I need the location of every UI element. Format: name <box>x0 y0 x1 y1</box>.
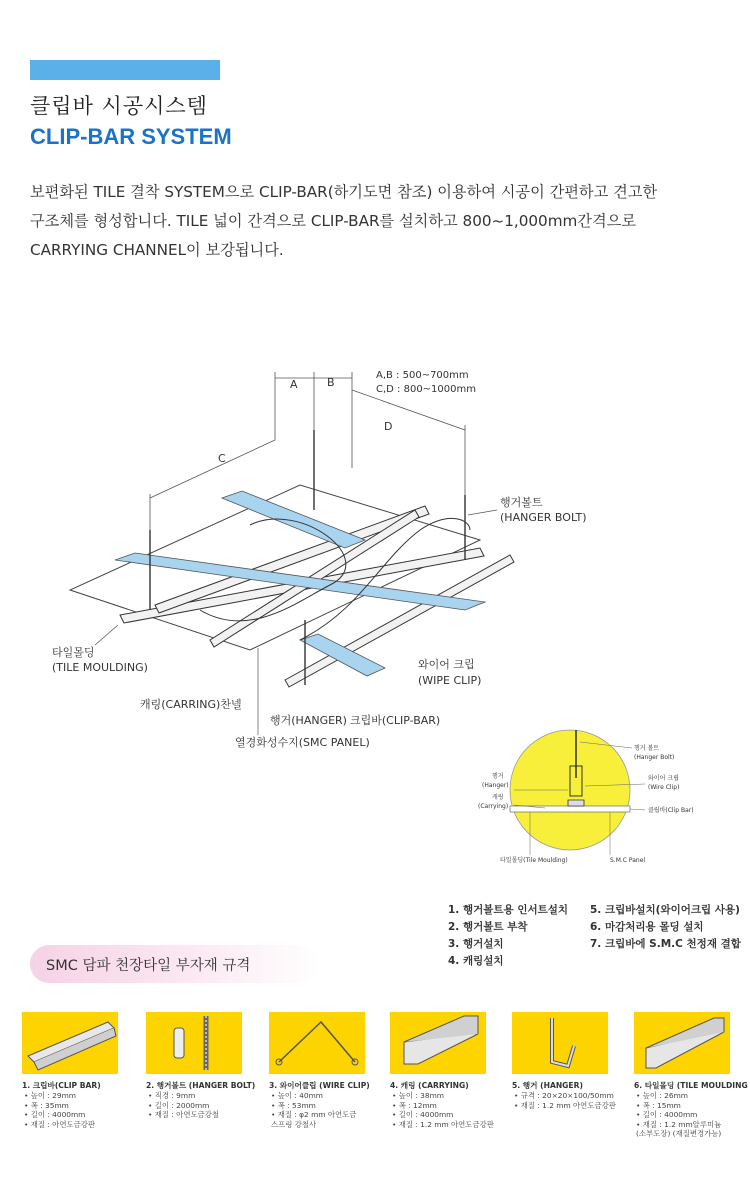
product-spec: • 재질 : 1.2 mm 아연도금강판 <box>392 1119 494 1129</box>
dimension-c-label: C <box>218 452 226 465</box>
product-spec: • 직경 : 9mm <box>148 1091 196 1100</box>
product-name: 1. 크립바(CLIP BAR) <box>22 1081 101 1090</box>
carrying-channel-icon <box>390 1012 486 1074</box>
leader-line <box>468 510 497 515</box>
step-item: 7. 크립바에 S.M.C 천정재 결합 <box>590 938 741 950</box>
product-spec: • 길이 : 4000mm <box>392 1110 454 1119</box>
hanger-bolt-label: 행거볼트 <box>500 496 543 509</box>
tile-moulding-label: 타일몰딩 <box>52 646 95 659</box>
page-title-korean: 클립바 시공시스템 <box>30 94 208 118</box>
product-wire-clip <box>269 1012 381 1129</box>
product-name: 4. 캐링 (CARRYING) <box>390 1081 469 1090</box>
detail-tile-moulding: 타일몰딩(Tile Moulding) <box>500 857 568 864</box>
accent-bar <box>30 60 220 80</box>
product-spec: • 폭 : 53mm <box>271 1100 316 1110</box>
detail-wire-clip-en: (Wire Clip) <box>648 784 680 791</box>
hanger-bolt-label-en: (HANGER BOLT) <box>500 511 587 524</box>
spec-section-title: SMC 담파 천장타일 부자재 규격 <box>46 958 251 974</box>
product-spec: • 재질 : 아연도금강판 <box>24 1119 96 1129</box>
detail-hanger-en: (Hanger) <box>482 782 509 789</box>
wire-clip-label-en: (WIPE CLIP) <box>418 674 482 687</box>
product-hanger-bolt <box>146 1012 258 1120</box>
product-tile-moulding <box>634 1012 746 1139</box>
dimension-d-label: D <box>384 420 393 433</box>
product-spec: • 길이 : 4000mm <box>636 1110 698 1119</box>
product-spec: • 높이 : 26mm <box>636 1091 688 1100</box>
steps-left-column <box>448 902 568 970</box>
step-item: 4. 캐링설치 <box>448 955 504 967</box>
product-name: 2. 행거볼트 (HANGER BOLT) <box>146 1081 256 1090</box>
detail-carrying-en: (Carrying) <box>478 803 509 810</box>
clip-bar-icon <box>22 1012 118 1074</box>
dimension-spec-cd: C,D : 800~1000mm <box>376 384 476 395</box>
product-spec: • 길이 : 2000mm <box>148 1100 210 1110</box>
ceiling-system-diagram <box>0 340 750 880</box>
hanger-label: 행거(HANGER) <box>270 714 347 727</box>
product-hanger <box>512 1012 624 1110</box>
detail-clip-bar: 클립바(Clip Bar) <box>648 807 694 814</box>
product-name: 5. 행거 (HANGER) <box>512 1081 583 1090</box>
intro-text <box>30 178 730 265</box>
carrying-channel-label: 캐링(CARRING)찬넬 <box>140 698 242 711</box>
product-spec: • 길이 : 4000mm <box>24 1110 86 1119</box>
spec-section-header <box>30 945 320 983</box>
product-spec: • 재질 : φ2 mm 아연도금 <box>271 1110 357 1119</box>
product-spec: • 높이 : 38mm <box>392 1091 444 1100</box>
dimension-a-label: A <box>290 378 298 391</box>
step-item: 2. 행거볼트 부착 <box>448 921 528 933</box>
detail-hanger-bolt: 행거 볼트 <box>634 745 660 752</box>
product-spec: • 높이 : 29mm <box>24 1091 76 1100</box>
product-name: 3. 와이어클립 (WIRE CLIP) <box>269 1081 370 1090</box>
clip-bar-label: 크립바(CLIP-BAR) <box>350 714 441 727</box>
wire-clip-label: 와이어 크립 <box>418 658 475 671</box>
product-clip-bar <box>22 1012 134 1129</box>
steps-right-column <box>590 902 741 953</box>
hanger-bolt-icon <box>146 1012 242 1074</box>
product-carrying <box>390 1012 502 1129</box>
page-title-english: CLIP-BAR SYSTEM <box>30 124 232 149</box>
intro-line: 구조체를 형성합니다. TILE 넓이 간격으로 CLIP-BAR를 설치하고 800~1,000mm간격으로 <box>30 212 636 230</box>
product-spec: • 높이 : 40mm <box>271 1091 323 1100</box>
product-spec: • 폭 : 35mm <box>24 1100 69 1110</box>
detail-carrying: 캐링 <box>492 794 504 801</box>
step-item: 6. 마감처리용 몰딩 설치 <box>590 921 704 933</box>
product-spec: • 재질 : 아연도금강철 <box>148 1110 220 1119</box>
intro-line: CARRYING CHANNEL이 보강됩니다. <box>30 241 284 259</box>
detail-hanger: 행거 <box>492 773 504 780</box>
product-spec: 스프링 강철사 <box>271 1119 317 1129</box>
dimension-b-label: B <box>327 376 335 389</box>
step-item: 1. 행거볼트용 인서트설치 <box>448 904 569 916</box>
product-spec: (소부도장) (재질변경가능) <box>636 1129 722 1138</box>
product-spec: • 재질 : 1.2 mm 아연도금강판 <box>514 1100 616 1110</box>
dimension-spec-ab: A,B : 500~700mm <box>376 370 469 381</box>
tile-moulding-icon <box>634 1012 730 1074</box>
leader-line <box>95 625 118 645</box>
smc-panel-label: 열경화성수지(SMC PANEL) <box>235 736 370 749</box>
product-spec: • 폭 : 12mm <box>392 1100 437 1110</box>
product-spec: • 폭 : 15mm <box>636 1100 681 1110</box>
detail-smc-panel: S.M.C Panel <box>610 857 646 864</box>
detail-hanger-bolt-en: (Hanger Bolt) <box>634 754 675 761</box>
product-spec: • 재질 : 1.2 mm알루미늄 <box>636 1119 722 1129</box>
product-spec: • 규격 : 20×20×100/50mm <box>514 1091 614 1100</box>
detail-wire-clip: 와이어 크립 <box>648 775 679 782</box>
step-item: 5. 크립바설치(와이어크립 사용) <box>590 904 740 916</box>
hanger-icon <box>512 1012 608 1074</box>
tile-moulding-label-en: (TILE MOULDING) <box>52 661 148 674</box>
step-item: 3. 행거설치 <box>448 938 504 950</box>
wire-clip-icon <box>269 1012 365 1074</box>
product-name: 6. 타일몰딩 (TILE MOULDING <box>634 1081 748 1090</box>
intro-line: 보편화된 TILE 결착 SYSTEM으로 CLIP-BAR(하기도면 참조) 이용하여 시공이 간편하고 견고한 <box>30 183 658 201</box>
